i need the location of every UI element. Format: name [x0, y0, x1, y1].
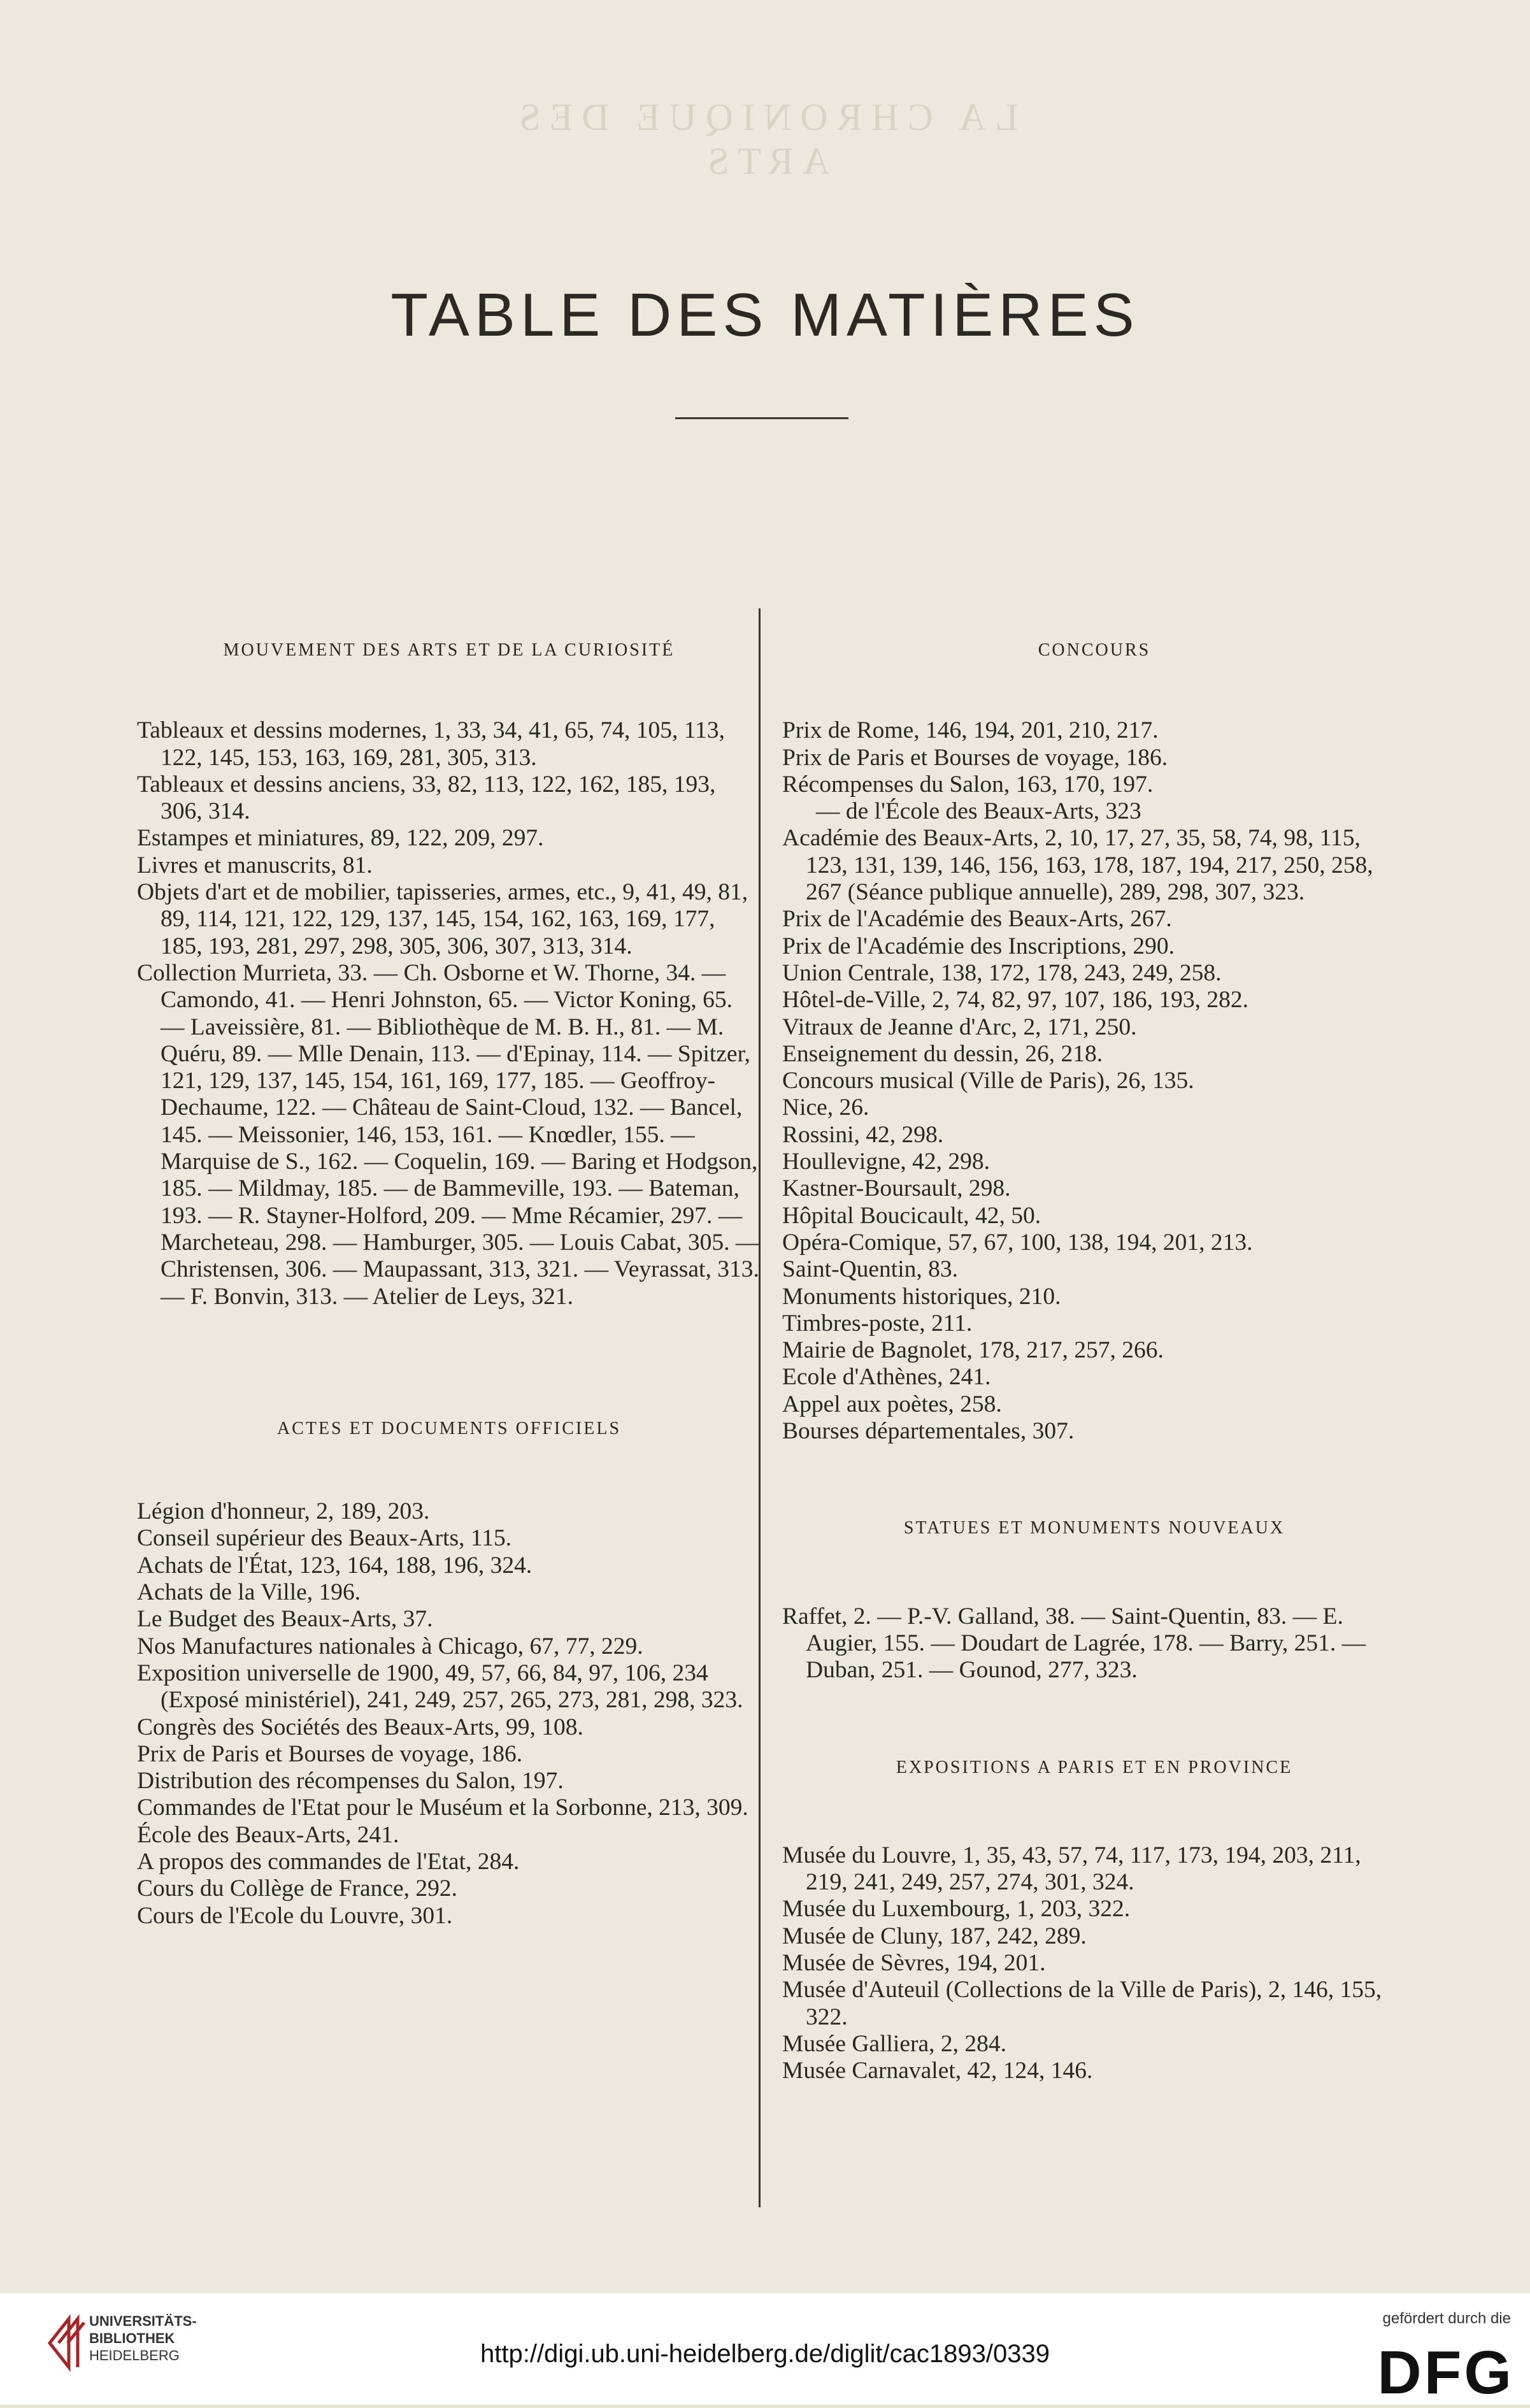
list-item: Musée Carnavalet, 42, 124, 146. — [782, 2058, 1093, 2084]
list-item: Musée Galliera, 2, 284. — [782, 2030, 1006, 2057]
list-item: Prix de Paris et Bourses de voyage, 186. — [137, 1740, 523, 1767]
list-item: Prix de l'Académie des Beaux-Arts, 267. — [782, 906, 1172, 933]
list-item: Concours musical (Ville de Paris), 26, 135. — [782, 1068, 1194, 1094]
section-heading-expositions: EXPOSITIONS A PARIS ET EN PROVINCE — [896, 1757, 1293, 1777]
list-item: Prix de Rome, 146, 194, 201, 210, 217. — [782, 717, 1159, 744]
list-item: Livres et manuscrits, 81. — [137, 852, 373, 878]
list-item: Musée de Sèvres, 194, 201. — [782, 1949, 1046, 1976]
section-heading-statues: STATUES ET MONUMENTS NOUVEAUX — [903, 1518, 1285, 1538]
list-item: Mairie de Bagnolet, 178, 217, 257, 266. — [782, 1337, 1164, 1364]
list-item: Musée de Cluny, 187, 242, 289. — [782, 1923, 1087, 1949]
dfg-logo: DFG — [1377, 2339, 1514, 2407]
list-item: École des Beaux-Arts, 241. — [137, 1821, 399, 1848]
list-item: Collection Murrieta, 33. — Ch. Osborne et W. Thorne, 34. — Camondo, 41. — Henri Johnston, 65. — Victor Koning, 65. — Laveissière, 81. — Bibliothèque de M. B. H., 81. — M. Quéru, 89. — Mlle Denain, 113. — d'Epinay, 114. — Spitzer, 121, 129, 137, 145, 154, 161, 169, 177, 185. — Geoffroy-Dechaume, 122. — Château de Saint-Cloud, 132. — Bancel, 145. — Meissonier, 146, 153, 161. — Knœdler, 155. — Marquise de S., 162. — Coquelin, 169. — Baring et Hodgson, 185. — Mildmay, 185. — de Bammeville, 193. — Bateman, 193. — R. Stayner-Holford, 209. — Mme Récamier, 297. — Marcheteau, 298. — Hamburger, 305. — Louis Cabat, 305. — Christensen, 306. — Maupassant, 313, 321. — Veyrassat, 313. — F. Bonvin, 313. — Atelier de Leys, 321. — [137, 959, 760, 1310]
list-item: Congrès des Sociétés des Beaux-Arts, 99, 108. — [137, 1714, 583, 1740]
list-item: Le Budget des Beaux-Arts, 37. — [137, 1606, 433, 1633]
list-item: Récompenses du Salon, 163, 170, 197. — [782, 771, 1154, 798]
library-name: UNIVERSITÄTS- BIBLIOTHEK HEIDELBERG — [89, 2313, 197, 2363]
list-item: A propos des commandes de l'Etat, 284. — [137, 1848, 520, 1875]
section-mouvement — [137, 717, 761, 1310]
list-item: Achats de la Ville, 196. — [137, 1579, 361, 1606]
bleed-through-text: LA CHRONIQUE DES ARTS — [510, 96, 1019, 182]
list-item: Rossini, 42, 298. — [782, 1121, 944, 1148]
list-item: Nos Manufactures nationales à Chicago, 67, 77, 229. — [137, 1633, 643, 1659]
list-item: Cours du Collège de France, 292. — [137, 1875, 458, 1902]
list-item: — de l'École des Beaux-Arts, 323 — [816, 798, 1141, 825]
permalink-url[interactable]: http://digi.ub.uni-heidelberg.de/diglit/cac1893/0339 — [480, 2340, 1050, 2368]
list-item: Monuments historiques, 210. — [782, 1283, 1061, 1310]
funding-note: gefördert durch die — [1382, 2310, 1511, 2327]
section-heading-actes: ACTES ET DOCUMENTS OFFICIELS — [276, 1418, 622, 1438]
list-item: Tableaux et dessins modernes, 1, 33, 34, 41, 65, 74, 105, 113, 122, 145, 153, 163, 169, 281, 305, 313. — [137, 717, 725, 771]
title-rule — [675, 417, 848, 419]
section-heading-mouvement: MOUVEMENT DES ARTS ET DE LA CURIOSITÉ — [223, 640, 675, 660]
list-item: Hôtel-de-Ville, 2, 74, 82, 97, 107, 186, 193, 282. — [782, 987, 1249, 1014]
list-item: Timbres-poste, 211. — [782, 1310, 973, 1337]
list-item: Estampes et miniatures, 89, 122, 209, 297. — [137, 825, 544, 852]
list-item: Opéra-Comique, 57, 67, 100, 138, 194, 201, 213. — [782, 1229, 1253, 1256]
list-item: Distribution des récompenses du Salon, 197. — [137, 1768, 564, 1795]
list-item: Conseil supérieur des Beaux-Arts, 115. — [137, 1525, 512, 1552]
list-item: Kastner-Boursault, 298. — [782, 1175, 1011, 1202]
section-expositions — [782, 1842, 1406, 2085]
list-item: Musée du Louvre, 1, 35, 43, 57, 74, 117, 173, 194, 203, 211, 219, 241, 249, 257, 274, 301, 324. — [782, 1842, 1361, 1896]
right-column — [782, 637, 1406, 2084]
list-item: Tableaux et dessins anciens, 33, 82, 113, 122, 162, 185, 193, 306, 314. — [137, 771, 716, 825]
list-item: Légion d'honneur, 2, 189, 203. — [137, 1498, 430, 1525]
list-item: Musée du Luxembourg, 1, 203, 322. — [782, 1896, 1131, 1923]
section-concours — [782, 717, 1406, 1445]
list-item: Ecole d'Athènes, 241. — [782, 1364, 991, 1391]
list-item: Enseignement du dessin, 26, 218. — [782, 1040, 1103, 1067]
list-item: Saint-Quentin, 83. — [782, 1256, 959, 1283]
list-item: Objets d'art et de mobilier, tapisseries, armes, etc., 9, 41, 49, 81, 89, 114, 121, 122, 129, 137, 145, 154, 162, 163, 169, 177, 185, 193, 281, 297, 298, 305, 306, 307, 313, 314. — [137, 879, 748, 959]
section-statues — [782, 1603, 1406, 1684]
list-item: Union Centrale, 138, 172, 178, 243, 249, 258. — [782, 959, 1222, 986]
list-item: Appel aux poètes, 258. — [782, 1391, 1002, 1417]
left-column — [137, 637, 761, 1930]
list-item: Achats de l'État, 123, 164, 188, 196, 324. — [137, 1552, 533, 1579]
list-item: Vitraux de Jeanne d'Arc, 2, 171, 250. — [782, 1014, 1137, 1040]
list-item: Prix de l'Académie des Inscriptions, 290. — [782, 933, 1175, 959]
list-item: Académie des Beaux-Arts, 2, 10, 17, 27, 35, 58, 74, 98, 115, 123, 131, 139, 146, 156, 163, 178, 187, 194, 217, 250, 258, 267 (Séance publique annuelle), 289, 298, 307, 323. — [782, 825, 1373, 906]
page-title: TABLE DES MATIÈRES — [390, 281, 1140, 349]
list-item: Cours de l'Ecole du Louvre, 301. — [137, 1902, 453, 1929]
list-item: Raffet, 2. — P.-V. Galland, 38. — Saint-Quentin, 83. — E. Augier, 155. — Doudart de Lagrée, 178. — Barry, 251. — Duban, 251. — Gounod, 277, 323. — [782, 1603, 1366, 1684]
section-heading-concours: CONCOURS — [1038, 640, 1151, 660]
list-item: Commandes de l'Etat pour le Muséum et la Sorbonne, 213, 309. — [137, 1795, 748, 1821]
list-item: Prix de Paris et Bourses de voyage, 186. — [782, 744, 1168, 771]
list-item: Houllevigne, 42, 298. — [782, 1149, 990, 1175]
section-actes — [137, 1498, 761, 1930]
list-item: Hôpital Boucicault, 42, 50. — [782, 1202, 1041, 1229]
list-item: Musée d'Auteuil (Collections de la Ville de Paris), 2, 146, 155, 322. — [782, 1977, 1382, 2030]
list-item: Bourses départementales, 307. — [782, 1418, 1075, 1445]
list-item: Exposition universelle de 1900, 49, 57, 66, 84, 97, 106, 234 (Exposé ministériel), 241, 249, 257, 265, 273, 281, 298, 323. — [137, 1659, 743, 1714]
list-item: Nice, 26. — [782, 1094, 869, 1121]
